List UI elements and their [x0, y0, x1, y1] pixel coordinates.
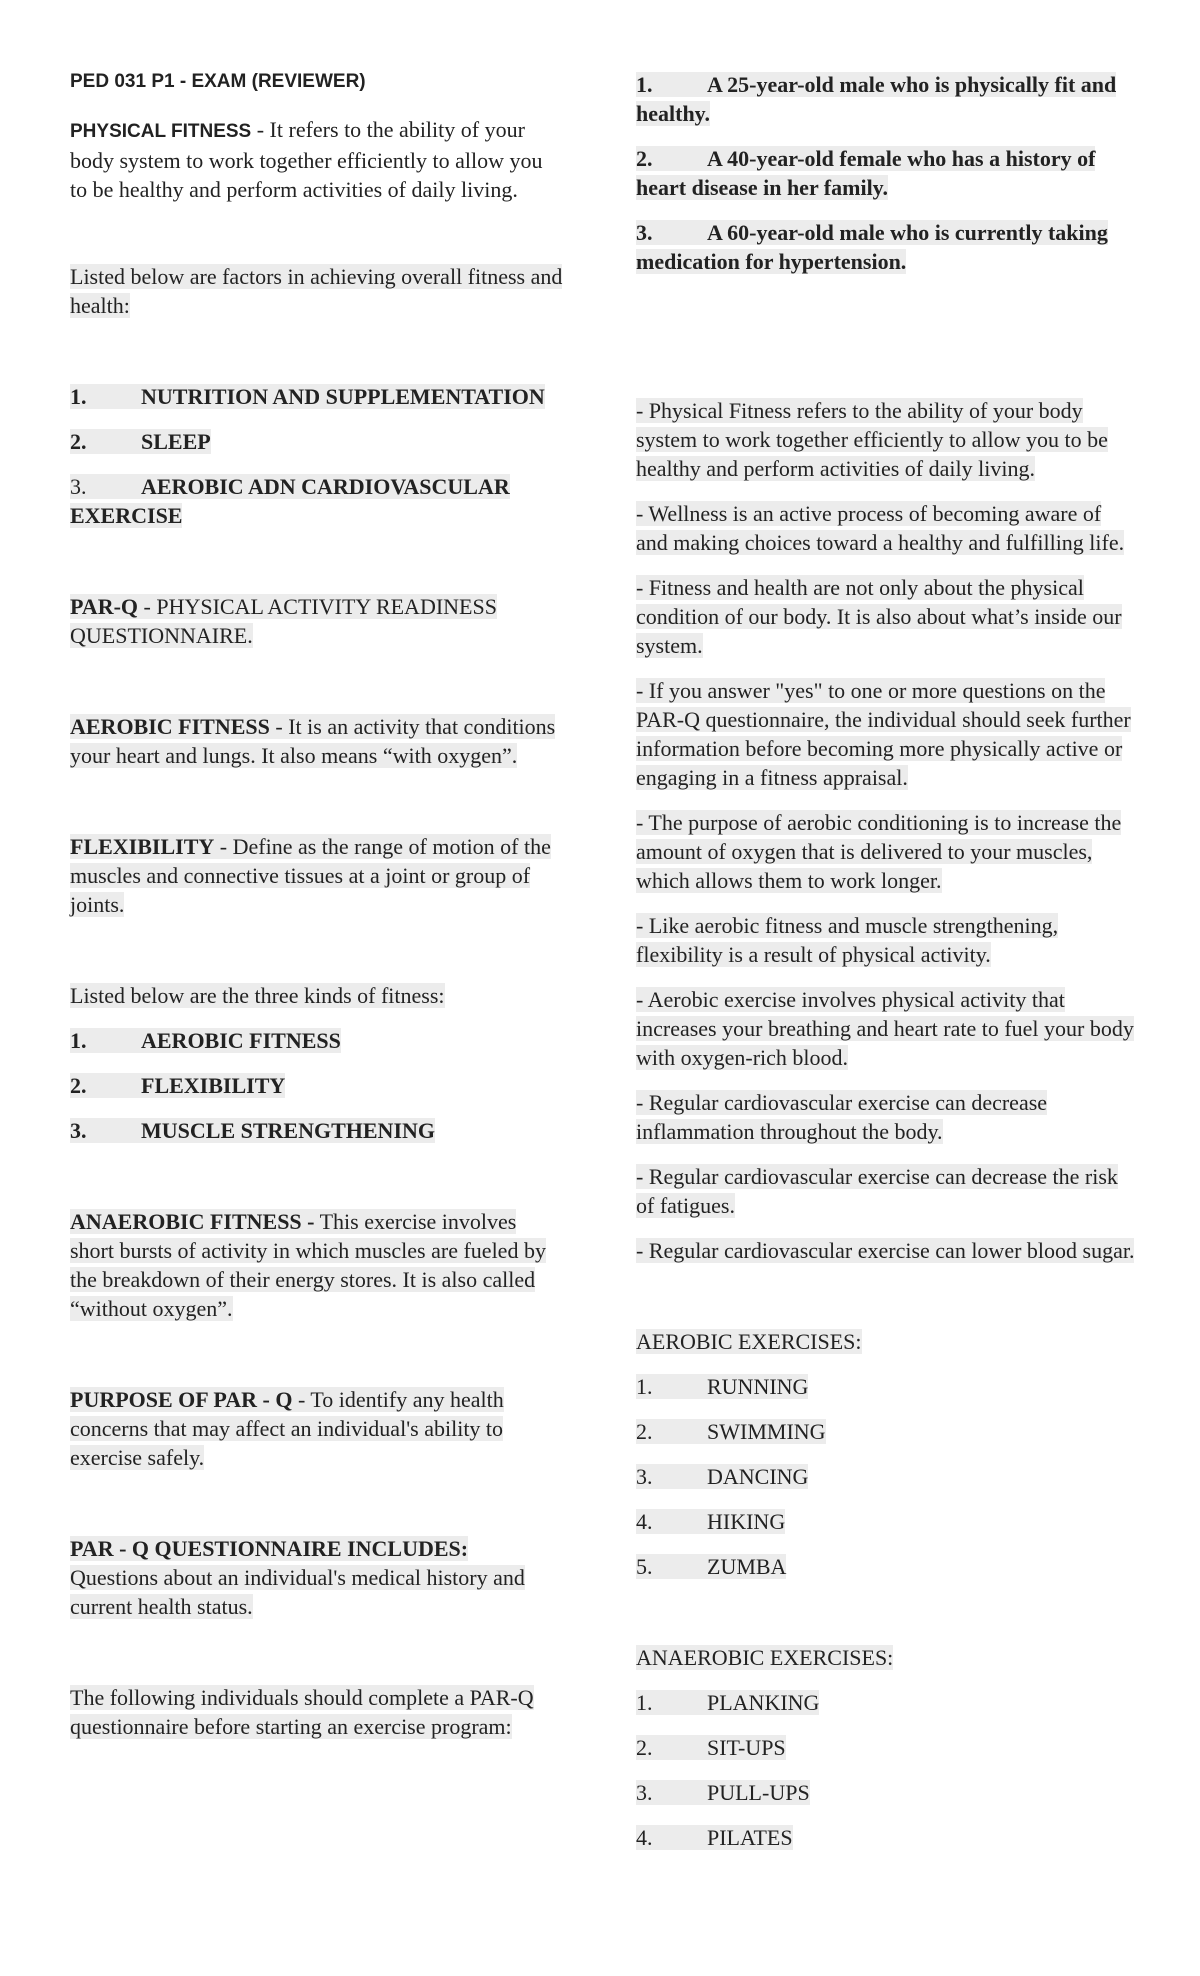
- definition: - It is an activity that conditions your heart and lungs. It also means “with oxygen”.: [70, 714, 556, 768]
- factor-item: [70, 427, 565, 456]
- anaerobic-exercise-item: [636, 1778, 1136, 1807]
- list-number: 2.: [70, 1073, 87, 1098]
- fact-text: - Like aerobic fitness and muscle strengthening, flexibility is a result of physical activity.: [636, 913, 1059, 967]
- left-column: [70, 70, 565, 1741]
- definition: - Define as the range of motion of the muscles and connective tissues at a joint or group of joints.: [70, 834, 551, 917]
- document-title: PED 031 P1 - EXAM (REVIEWER): [70, 71, 366, 92]
- kinds-intro-text: Listed below are the three kinds of fitness:: [70, 983, 445, 1008]
- physical-fitness-definition: [70, 115, 565, 204]
- list-text: AEROBIC ADN CARDIOVASCULAR EXERCISE: [70, 474, 510, 528]
- definition: - To identify any health concerns that may affect an individual's ability to exercise safely.: [70, 1387, 504, 1470]
- parq-definition: [70, 592, 565, 650]
- list-text: SIT-UPS: [707, 1735, 786, 1760]
- list-number: 1.: [636, 1374, 653, 1399]
- list-number: 1.: [70, 384, 87, 409]
- fact-text: - Physical Fitness refers to the ability of your body system to work together efficiently to allow you to be healthy and perform activities of daily living.: [636, 398, 1108, 481]
- term: FLEXIBILITY: [70, 834, 215, 859]
- list-text: DANCING: [707, 1464, 809, 1489]
- fact-item: [636, 1162, 1136, 1220]
- fact-item: [636, 911, 1136, 969]
- list-text: SLEEP: [141, 429, 211, 454]
- fact-text: - Aerobic exercise involves physical activity that increases your breathing and heart rate to fuel your body with oxygen-rich blood.: [636, 987, 1134, 1070]
- term: PHYSICAL FITNESS: [70, 121, 252, 142]
- aerobic-exercise-item: [636, 1552, 1136, 1581]
- list-text: A 60-year-old male who is currently taking medication for hypertension.: [636, 220, 1108, 274]
- list-number: 2.: [636, 1735, 653, 1760]
- list-text: FLEXIBILITY: [141, 1073, 286, 1098]
- list-number: 3.: [70, 474, 87, 499]
- definition: This exercise involves short bursts of activity in which muscles are fueled by the breakdown of their energy stores. It is also called “without oxygen”.: [70, 1209, 546, 1321]
- list-text: A 25-year-old male who is physically fit and healthy.: [636, 72, 1117, 126]
- kind-item: [70, 1026, 565, 1055]
- heading-text: AEROBIC EXERCISES:: [636, 1329, 862, 1354]
- fact-item: [636, 1088, 1136, 1146]
- fact-item: [636, 499, 1136, 557]
- heading-text: ANAEROBIC EXERCISES:: [636, 1645, 894, 1670]
- term: PAR - Q QUESTIONNAIRE INCLUDES:: [70, 1536, 469, 1561]
- aerobic-exercise-item: [636, 1417, 1136, 1446]
- fact-item: [636, 1236, 1136, 1265]
- fact-text: - Regular cardiovascular exercise can decrease the risk of fatigues.: [636, 1164, 1118, 1218]
- list-text: PILATES: [707, 1825, 793, 1850]
- fact-item: [636, 808, 1136, 895]
- aerobic-fitness-definition: [70, 712, 565, 770]
- list-text: ZUMBA: [707, 1554, 787, 1579]
- kind-item: [70, 1071, 565, 1100]
- list-text: HIKING: [707, 1509, 786, 1534]
- list-text: NUTRITION AND SUPPLEMENTATION: [141, 384, 545, 409]
- list-number: 2.: [636, 1419, 653, 1444]
- list-text: SWIMMING: [707, 1419, 826, 1444]
- individual-item: [636, 218, 1136, 276]
- fact-item: [636, 985, 1136, 1072]
- fact-text: - If you answer "yes" to one or more questions on the PAR-Q questionnaire, the individual should seek further information before becoming more physically active or engaging in a fitness appraisal.: [636, 678, 1131, 790]
- factor-item: [70, 382, 565, 411]
- list-number: 1.: [70, 1028, 87, 1053]
- term: AEROBIC FITNESS: [70, 714, 270, 739]
- list-text: PLANKING: [707, 1690, 820, 1715]
- list-number: 1.: [636, 1690, 653, 1715]
- list-number: 3.: [70, 1118, 87, 1143]
- list-text: RUNNING: [707, 1374, 809, 1399]
- aerobic-exercise-item: [636, 1372, 1136, 1401]
- list-text: MUSCLE STRENGTHENING: [141, 1118, 436, 1143]
- fact-text: - Regular cardiovascular exercise can decrease inflammation throughout the body.: [636, 1090, 1048, 1144]
- fact-text: - Fitness and health are not only about the physical condition of our body. It is also about what’s inside our system.: [636, 575, 1122, 658]
- anaerobic-exercises-heading: [636, 1643, 1136, 1672]
- list-number: 2.: [636, 146, 653, 171]
- list-number: 2.: [70, 429, 87, 454]
- term: PURPOSE OF PAR - Q: [70, 1387, 293, 1412]
- fact-item: [636, 573, 1136, 660]
- factors-intro-text: Listed below are factors in achieving overall fitness and health:: [70, 264, 563, 318]
- anaerobic-fitness-definition: [70, 1207, 565, 1323]
- list-number: 3.: [636, 1780, 653, 1805]
- fact-text: - Wellness is an active process of becoming aware of and making choices toward a healthy and fulfilling life.: [636, 501, 1125, 555]
- anaerobic-exercise-item: [636, 1733, 1136, 1762]
- kinds-intro: [70, 981, 565, 1010]
- list-number: 4.: [636, 1509, 653, 1534]
- right-column: [636, 70, 1136, 1852]
- following-text: The following individuals should complete a PAR-Q questionnaire before starting an exercise program:: [70, 1685, 534, 1739]
- term: PAR-Q: [70, 594, 139, 619]
- following-individuals-intro: [70, 1683, 565, 1741]
- definition: Questions about an individual's medical history and current health status.: [70, 1565, 525, 1619]
- aerobic-exercise-item: [636, 1507, 1136, 1536]
- fact-item: [636, 396, 1136, 483]
- list-number: 3.: [636, 1464, 653, 1489]
- flexibility-definition: [70, 832, 565, 919]
- list-text: PULL-UPS: [707, 1780, 810, 1805]
- aerobic-exercise-item: [636, 1462, 1136, 1491]
- list-number: 4.: [636, 1825, 653, 1850]
- list-text: A 40-year-old female who has a history of heart disease in her family.: [636, 146, 1096, 200]
- factor-item: [70, 472, 565, 530]
- list-number: 3.: [636, 220, 653, 245]
- individual-item: [636, 144, 1136, 202]
- anaerobic-exercise-item: [636, 1688, 1136, 1717]
- definition: - It refers to the ability of your body system to work together efficiently to allow you to be healthy and perform activities of daily living.: [70, 117, 543, 202]
- list-number: 1.: [636, 72, 653, 97]
- fact-text: - The purpose of aerobic conditioning is to increase the amount of oxygen that is delivered to your muscles, which allows them to work longer.: [636, 810, 1122, 893]
- factors-intro: [70, 262, 565, 320]
- fact-text: - Regular cardiovascular exercise can lower blood sugar.: [636, 1238, 1135, 1263]
- parq-purpose: [70, 1385, 565, 1472]
- list-text: AEROBIC FITNESS: [141, 1028, 341, 1053]
- individual-item: [636, 70, 1136, 128]
- kind-item: [70, 1116, 565, 1145]
- aerobic-exercises-heading: [636, 1327, 1136, 1356]
- list-number: 5.: [636, 1554, 653, 1579]
- parq-includes-definition: [70, 1563, 565, 1621]
- anaerobic-exercise-item: [636, 1823, 1136, 1852]
- parq-includes-heading: [70, 1534, 565, 1563]
- fact-item: [636, 676, 1136, 792]
- term: ANAEROBIC FITNESS -: [70, 1209, 315, 1234]
- definition: - PHYSICAL ACTIVITY READINESS QUESTIONNAIRE.: [70, 594, 497, 648]
